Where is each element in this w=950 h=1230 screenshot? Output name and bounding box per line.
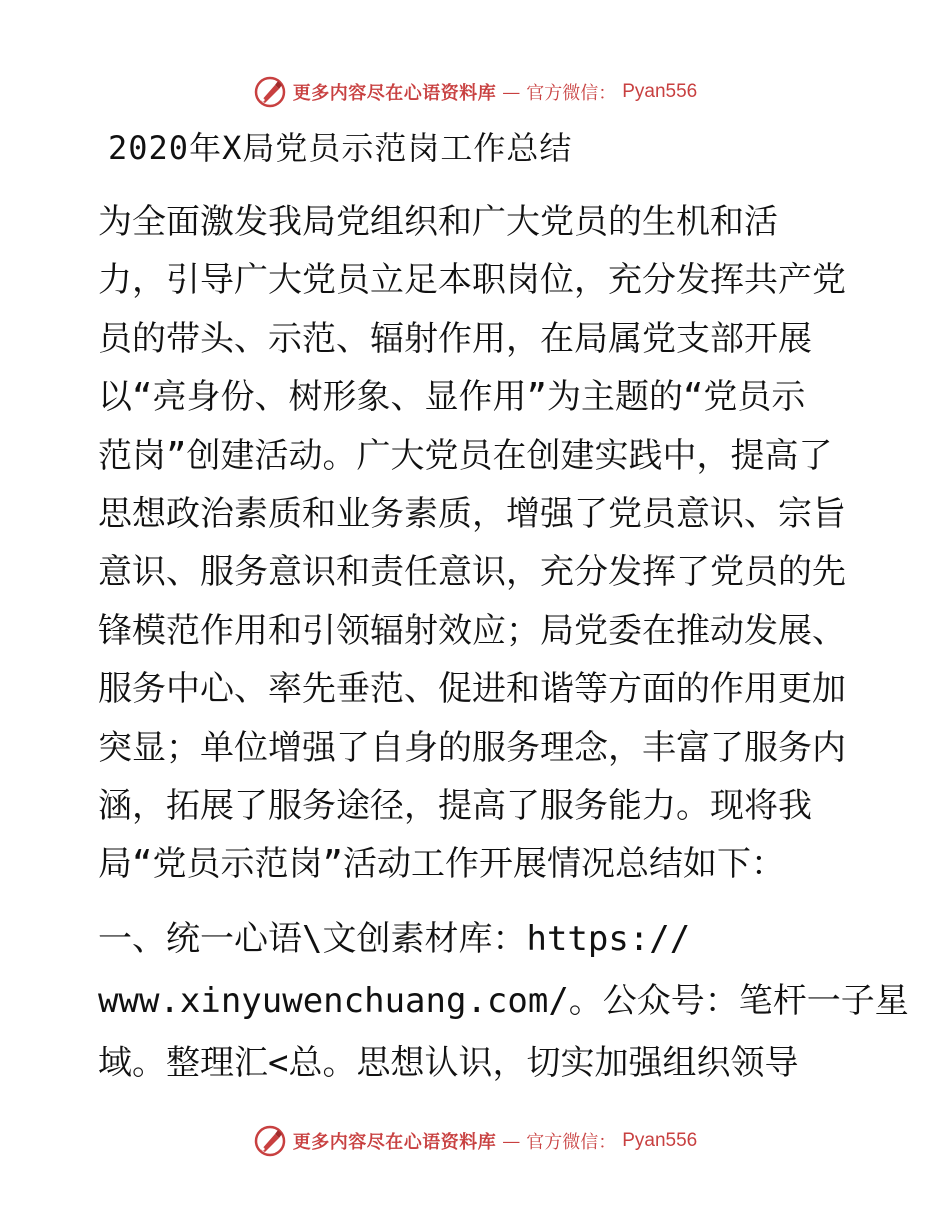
section-heading-line: 一、统一心语\文创素材库：https:// xyxy=(98,919,691,959)
watermark-separator: — xyxy=(502,1130,521,1152)
watermark-brand: 更多内容尽在心语资料库 xyxy=(292,1132,497,1153)
text-line: 服务中心、率先垂范、促进和谐等方面的作用更加 xyxy=(98,669,846,710)
text-line: 锋模范作用和引领辐射效应；局党委在推动发展、 xyxy=(98,610,846,651)
text-line: www.xinyuwenchuang.com/。公众号：笔杆一子星 xyxy=(98,981,909,1021)
pen-logo-icon xyxy=(253,75,287,109)
text-line: 员的带头、示范、辐射作用，在局属党支部开展 xyxy=(98,318,812,359)
text-line: 思想政治素质和业务素质，增强了党员意识、宗旨 xyxy=(98,493,846,534)
intro-paragraph xyxy=(98,196,858,897)
watermark-contact-id: Pyan556 xyxy=(622,1130,698,1151)
watermark-header xyxy=(0,72,950,112)
text-line: 力，引导广大党员立足本职岗位，充分发挥共产党 xyxy=(98,260,846,301)
text-line: 域。整理汇<总。思想认识，切实加强组织领导 xyxy=(98,1043,799,1083)
watermark-footer xyxy=(0,1121,950,1161)
pen-logo-icon xyxy=(253,1124,287,1158)
text-line: 突显；单位增强了自身的服务理念，丰富了服务内 xyxy=(98,727,846,768)
watermark-contact-id: Pyan556 xyxy=(622,81,698,102)
section-one xyxy=(98,912,909,1098)
watermark-separator: — xyxy=(502,81,521,103)
watermark-contact-label: 官方微信： xyxy=(526,1132,617,1153)
text-line: 为全面激发我局党组织和广大党员的生机和活 xyxy=(98,202,778,242)
text-line: 局“党员示范岗”活动工作开展情况总结如下： xyxy=(98,844,785,885)
text-line: 涵，拓展了服务途径，提高了服务能力。现将我 xyxy=(98,785,812,826)
watermark-contact-label: 官方微信： xyxy=(526,83,617,104)
text-line: 意识、服务意识和责任意识，充分发挥了党员的先 xyxy=(98,552,846,593)
text-line: 以“亮身份、树形象、显作用”为主题的“党员示 xyxy=(98,377,806,418)
text-line: 范岗”创建活动。广大党员在创建实践中，提高了 xyxy=(98,435,833,476)
document-title: 2020年X局党员示范岗工作总结 xyxy=(108,129,573,167)
watermark-brand: 更多内容尽在心语资料库 xyxy=(292,83,497,104)
